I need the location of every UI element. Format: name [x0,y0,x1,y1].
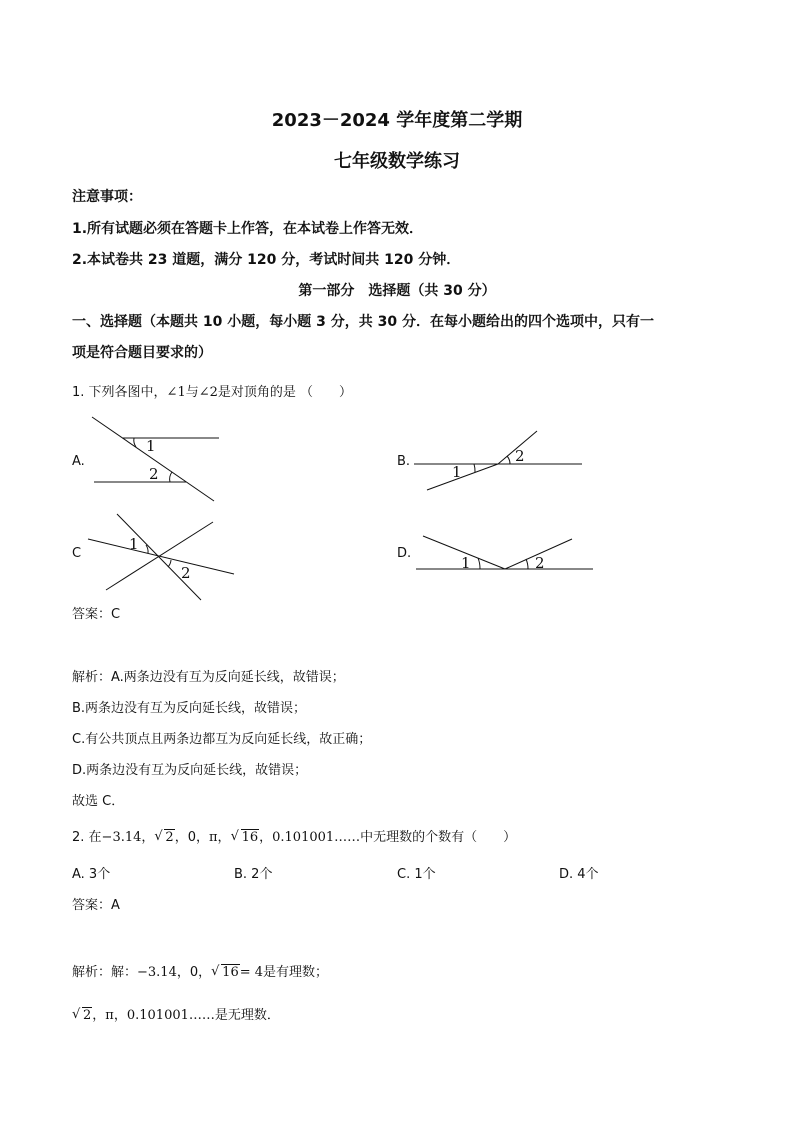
notice-heading: 注意事项： [72,189,142,205]
q1-angle-2: ∠2 [198,385,218,400]
q1-option-d-label: D. [397,546,412,561]
q2-suffix: 中无理数的个数有（ ） [360,830,517,845]
fig-b-label-1: 1 [452,463,462,481]
q2-option-b: B. 2个 [234,867,273,882]
q1-analysis-4: D.两条边没有互为反向延长线，故错误； [72,763,308,778]
fig-d-label-1: 1 [461,554,471,572]
q2-decimal: 0.101001…… [272,830,361,845]
section-heading-line2: 项是符合题目要求的） [72,345,212,361]
section-heading-line1: 一、选择题（本题共 10 小题，每小题 3 分，共 30 分．在每小题给出的四个选项中，只有一 [72,314,654,330]
q2-option-a: A. 3个 [72,867,111,882]
question-2-stem: 2. 在−3.14，√ 2，0，π，√ 16，0.101001……中无理数的个数有（ ） [72,826,516,845]
q2-analysis-sqrt-16: √ 16 [211,965,240,980]
q1-prefix: 1. 下列各图中， [72,385,167,400]
notice-item-2: 2.本试卷共 23 道题，满分 120 分，考试时间共 120 分钟． [72,252,461,268]
notice-item-1: 1.所有试题必须在答题卡上作答，在本试卷上作答无效． [72,221,424,237]
q2-num-neg: −3.14 [101,830,142,845]
q2-answer: 答案：A [72,898,120,913]
fig-c-label-1: 1 [129,535,139,553]
q2-analysis-rational: 解析：解：−3.14，0，√ 16= 4是有理数； [72,961,328,980]
q1-analysis-1: 解析：A.两条边没有互为反向延长线，故错误； [72,670,345,685]
q1-mid: 与 [185,385,199,400]
q2-option-c: C. 1个 [397,867,436,882]
q2-analysis-sqrt-2: √ 2 [72,1008,92,1023]
fig-c-label-2: 2 [181,564,191,582]
q1-option-a-label: A. [72,454,85,469]
exam-title-year: 2023－2024 学年度第二学期 [271,110,523,131]
q2-sqrt-16: √ 16 [231,830,260,845]
q1-conclusion: 故选 C． [72,794,125,809]
q1-analysis-3: C.有公共顶点且两条边都互为反向延长线，故正确； [72,732,372,747]
exam-title-subject: 七年级数学练习 [334,151,460,172]
q2-prefix: 2. 在 [72,830,102,845]
q2-option-d: D. 4个 [559,867,599,882]
fig-b-label-2: 2 [515,447,525,465]
q1-option-c-label: C [72,546,82,561]
fig-d-angle-arc-1 [478,558,480,569]
fig-a-label-1: 1 [146,437,156,455]
fig-d-angle-arc-2 [526,559,528,569]
fig-d-label-2: 2 [535,554,545,572]
q1-answer: 答案：C [72,607,121,622]
part-title: 第一部分 选择题（共 30 分） [298,283,496,299]
q1-analysis-2: B.两条边没有互为反向延长线，故错误； [72,701,307,716]
fig-a-label-2: 2 [149,465,159,483]
q2-sqrt-2: √ 2 [154,830,174,845]
q2-pi: π [209,830,218,845]
q1-angle-1: ∠1 [166,385,186,400]
q1-suffix: 是对顶角的是 （ ） [217,385,353,400]
q2-analysis-irrational: √ 2，π，0.101001……是无理数． [72,1004,280,1023]
q1-option-b-label: B. [397,454,411,469]
q2-zero: 0 [187,830,196,845]
